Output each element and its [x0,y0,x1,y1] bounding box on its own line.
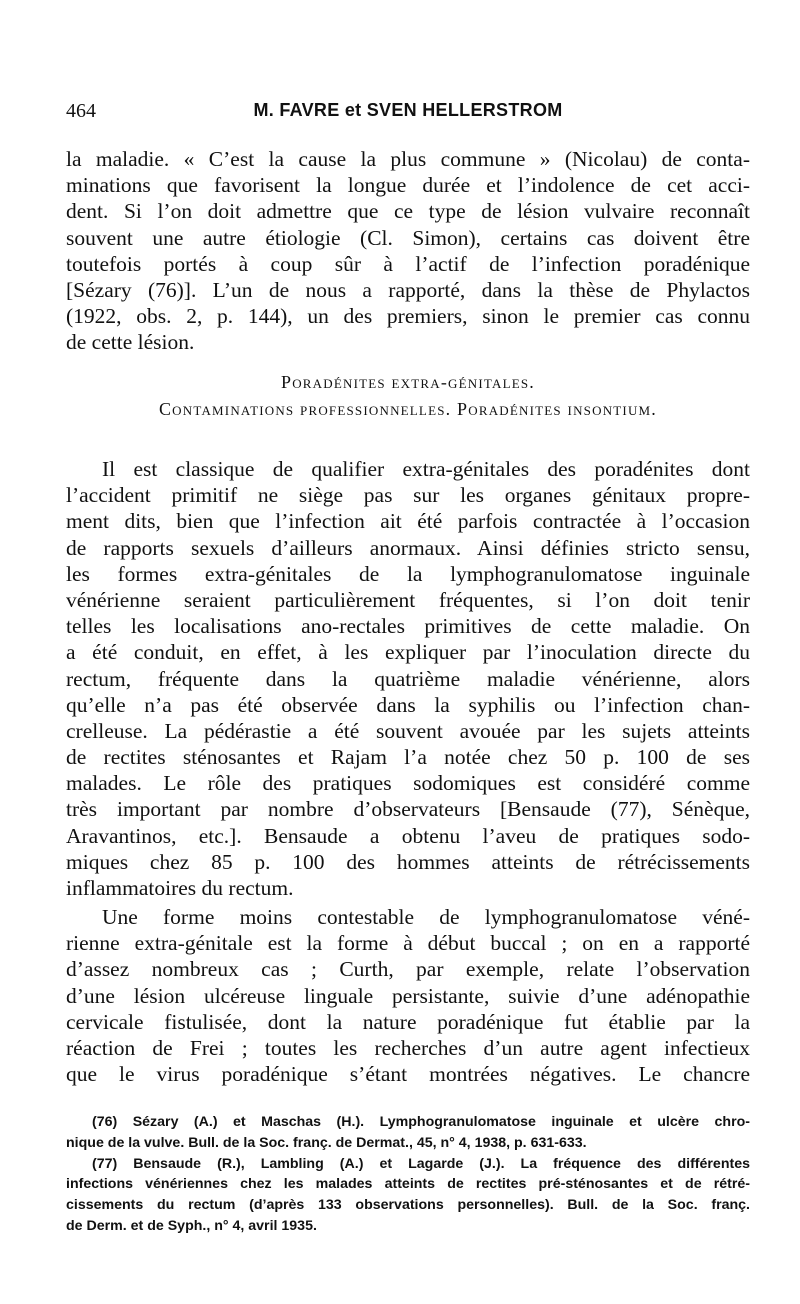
section-heading: Poradénites extra-génitales. [281,372,535,392]
text-line: miques chez 85 p. 100 des hommes atteints de rétrécissements [66,849,750,874]
text-line: rienne extra-génitale est la forme à début buccal ; on en a rapporté [66,931,750,956]
text-line: (1922, obs. 2, p. 144), un des premiers, sinon le premier cas connu [66,304,750,329]
running-head-title: M. FAVRE et SVEN HELLERSTROM [253,100,563,120]
section-subheading: Contaminations professionnelles. Poradénites insontium. [158,399,658,419]
footnote-line: (77) Bensaude (R.), Lambling (A.) et Lagarde (J.). La fréquence des différentes [92,1155,750,1172]
text-line: de rapports sexuels d’ailleurs anormaux. Ainsi définies stricto sensu, [66,535,750,560]
text-line: d’assez nombreux cas ; Curth, par exemple, relate l’observation [66,957,750,982]
body-paragraph-1 [66,456,750,901]
text-line: d’une lésion ulcéreuse linguale persistante, suivie d’une adénopathie [66,983,750,1008]
text-line: souvent une autre étiologie (Cl. Simon), certains cas doivent être [66,225,750,250]
text-line: minations que favorisent la longue durée et l’indolence de cet acci- [66,173,750,198]
text-line: malades. Le rôle des pratiques sodomiques est considéré comme [66,771,750,796]
text-line: vénérienne seraient particulièrement fréquentes, si l’on doit tenir [66,587,750,612]
text-line: telles les localisations ano-rectales primitives de cette maladie. On [66,614,750,639]
footnote-line: (76) Sézary (A.) et Maschas (H.). Lymphogranulomatose inguinale et ulcère chro- [92,1114,750,1130]
page-number: 464 [66,100,96,122]
text-line: la maladie. « C’est la cause la plus commune » (Nicolau) de conta- [66,147,750,171]
footnote-line: infections vénériennes chez les malades atteints de rectites pré-sténosantes et de rétré- [66,1176,750,1193]
text-line: qu’elle n’a pas été observée dans la syphilis ou l’infection chan- [66,692,750,717]
text-line: crelleuse. La pédérastie a été souvent avouée par les sujets atteints [66,718,750,743]
text-line: de cette lésion. [66,330,195,355]
text-line: toutefois portés à coup sûr à l’actif de l’infection poradénique [66,251,750,276]
text-line: cervicale fistulisée, dont la nature poradénique fut établie par la [66,1009,750,1034]
text-line: l’accident primitif ne siège pas sur les organes génitaux propre- [66,483,750,508]
intro-paragraph [66,146,750,356]
footnotes [66,1112,750,1237]
body-paragraph-2 [66,904,750,1087]
footnote-line: de Derm. et de Syph., n° 4, avril 1935. [66,1217,317,1234]
text-line: de rectites sténosantes et Rajam l’a notée chez 50 p. 100 de ses [66,745,750,770]
text-line: réaction de Frei ; toutes les recherches d’un autre agent infectieux [66,1035,750,1060]
text-line: inflammatoires du rectum. [66,876,294,900]
text-line: [Sézary (76)]. L’un de nous a rapporté, dans la thèse de Phylactos [66,277,750,302]
running-head [66,100,750,130]
text-line: a été conduit, en effet, à les expliquer par l’inoculation directe du [66,640,750,665]
text-line: Il est classique de qualifier extra-génitales des poradénites dont [102,457,750,481]
text-line: Aravantinos, etc.]. Bensaude a obtenu l’aveu de pratiques sodo- [66,823,750,848]
text-line: très important par nombre d’observateurs [Bensaude (77), Sénèque, [66,797,750,822]
text-line: dent. Si l’on doit admettre que ce type de lésion vulvaire reconnaît [66,199,750,224]
text-line: ment dits, bien que l’infection ait été parfois contractée à l’occasion [66,509,750,534]
text-line: Une forme moins contestable de lymphogranulomatose véné- [102,905,750,929]
text-line: les formes extra-génitales de la lymphogranulomatose inguinale [66,561,750,586]
footnote-line: nique de la vulve. Bull. de la Soc. franç. de Dermat., 45, n° 4, 1938, p. 631-633. [66,1134,587,1151]
text-line: que le virus poradénique s’étant montrées négatives. Le chancre [66,1062,750,1087]
footnote-line: cissements du rectum (d’après 133 observations personnelles). Bull. de la Soc. franç. [66,1197,750,1214]
text-line: rectum, fréquente dans la quatrième maladie vénérienne, alors [66,666,750,691]
